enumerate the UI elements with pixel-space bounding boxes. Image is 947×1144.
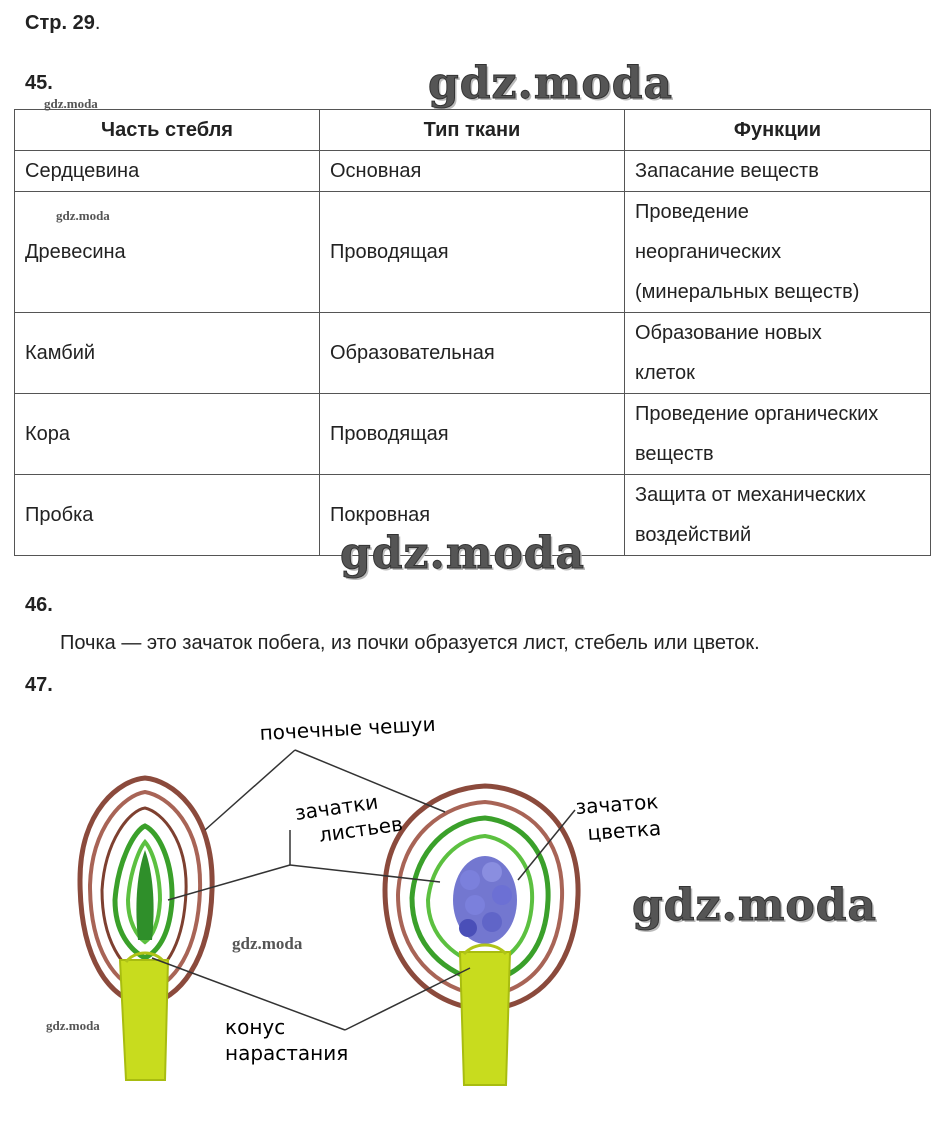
watermark-small: gdz.moda [44,96,98,111]
label-flower-primordium-1: зачаток [574,789,660,819]
label-leaf-primordia-1: зачатки [293,789,380,825]
task-46-number: 46. [25,594,53,616]
cell-function [625,313,931,394]
stem-parts-table [14,109,931,556]
function-line: Образование новых [635,322,822,344]
page-number-dot: . [94,12,101,34]
table-row [15,151,931,192]
cell-function [625,394,931,475]
watermark: gdz.moda [632,880,878,931]
label-growth-cone-2: нарастания [225,1041,349,1065]
label-flower-primordium-2: цветка [586,815,662,845]
label-bud-scales: почечные чешуи [259,711,437,745]
cell-tissue: Проводящая [320,192,625,313]
cell-function [625,475,931,556]
function-line: веществ [635,443,714,465]
function-line: Проведение [635,201,749,223]
task-47-number: 47. [25,674,53,696]
cell-part: Пробка [15,475,320,556]
function-line: воздействий [635,524,752,546]
function-line: Запасание веществ [635,160,819,182]
watermark-small: gdz.moda [232,934,303,953]
cell-tissue: Проводящая [320,394,625,475]
label-growth-cone-1: конус [225,1015,286,1039]
cell-part: Древесина [15,192,320,313]
cell-tissue: Покровная [320,475,625,556]
page-reference [25,12,100,35]
function-line: Защита от механических [635,484,866,506]
header-functions: Функции [625,110,931,151]
header-tissue-type: Тип ткани [320,110,625,151]
cell-tissue: Образовательная [320,313,625,394]
task-46-answer: Почка — это зачаток побега, из почки образуется лист, стебель или цветок. [60,632,760,654]
cell-part: Камбий [15,313,320,394]
leaf-bud-illustration [80,778,212,1080]
cell-part: Кора [15,394,320,475]
header-stem-part: Часть стебля [15,110,320,151]
flower-bud-illustration [385,786,578,1085]
task-45-number: 45. [25,72,53,94]
cell-tissue: Основная [320,151,625,192]
table-row [15,313,931,394]
table-row [15,394,931,475]
watermark: gdz.moda [428,58,674,109]
function-line: клеток [635,362,695,384]
watermark-small: gdz.moda [56,208,110,223]
cell-function [625,192,931,313]
table-header-row [15,110,931,151]
cell-function [625,151,931,192]
cell-part: Сердцевина [15,151,320,192]
watermark: gdz.moda [340,528,586,579]
watermark-small: gdz.moda [46,1018,100,1033]
page-number: Стр. 29 [25,12,95,34]
function-line: неорганических [635,241,782,263]
label-leaf-primordia-2: листьев [317,811,405,847]
table-row [15,192,931,313]
function-line: (минеральных веществ) [635,281,860,303]
function-line: Проведение органических [635,403,879,425]
